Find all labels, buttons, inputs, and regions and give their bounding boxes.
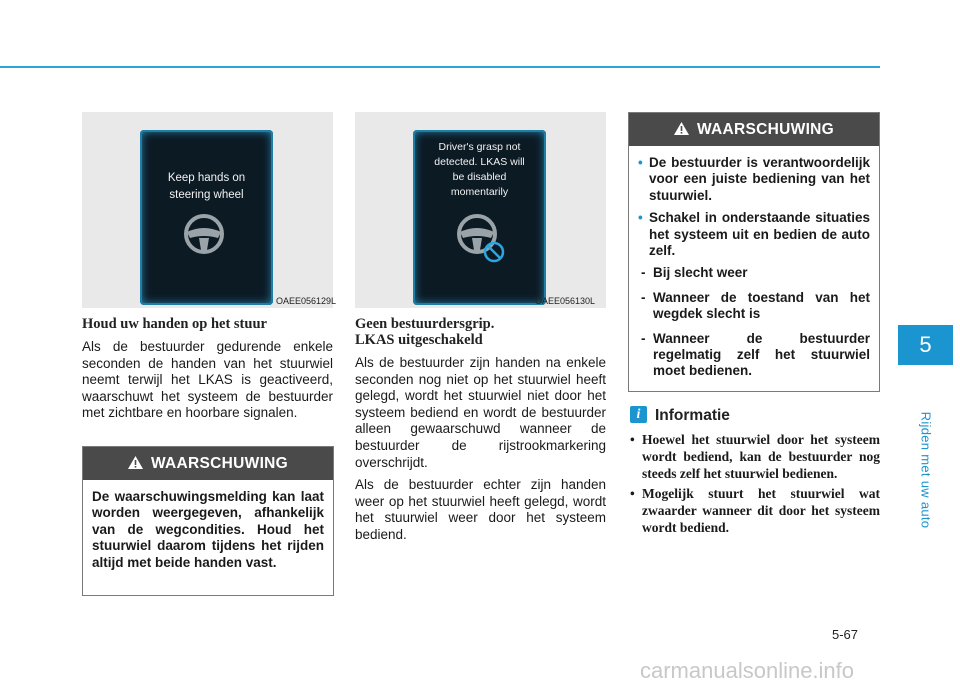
warning-title: WAARSCHUWING: [696, 121, 835, 138]
info-heading: i Informatie: [630, 407, 730, 425]
chapter-title: Rijden met uw auto: [918, 411, 934, 529]
sub-list-item: - Wanneer de bestuurder regelmatig zelf het stuurwiel moet bedienen.: [641, 330, 870, 379]
section-heading-line2: LKAS uitgeschakeld: [355, 332, 483, 348]
list-item: • Schakel in onderstaande situaties het systeem uit en bedien de auto zelf.: [638, 210, 870, 259]
warning-text: De waarschuwingsmelding kan laat worden weergegeven, afhankelijk van de wegcondities. Houd het stuurwiel daarom tijdens het rijden altijd met beide handen vast.: [92, 489, 324, 570]
prohibited-icon: [483, 241, 505, 263]
section-heading: Houd uw handen op het stuur: [82, 316, 267, 332]
bullet-dot: •: [638, 210, 643, 226]
figure-code: OAEE056129L: [276, 296, 337, 306]
footer-watermark: carmanualsonline.info: [640, 658, 855, 683]
warning-list: [629, 146, 879, 396]
display-message: Driver's grasp not detected. LKAS will be disabled momentarily: [434, 141, 525, 198]
figure-keep-hands: [82, 112, 333, 308]
sub-list-item: - Bij slecht weer: [641, 265, 748, 281]
bullet-dot: •: [638, 155, 643, 170]
section-no-grip: [355, 316, 606, 550]
page-number: 5-67: [832, 627, 859, 642]
list-item: • Hoewel het stuurwiel door het systeem wordt bediend, kan de bestuurder nog steeds zelf het stuurwiel bedienen.: [630, 432, 880, 481]
warning-box: [628, 112, 880, 392]
section-keep-hands: [82, 316, 333, 428]
cluster-display: [140, 130, 273, 305]
list-item: • Mogelijk stuurt het stuurwiel wat zwaarder wanneer dit door het systeem wordt bediend.: [630, 486, 880, 535]
display-message: Keep hands on steering wheel: [167, 172, 246, 201]
chapter-tab: 5: [898, 325, 953, 365]
warning-triangle-icon: [128, 456, 143, 469]
figure-code: OAEE056130L: [535, 296, 596, 306]
section-paragraph: Als de bestuurder echter zijn handen weer op het stuurwiel heeft gelegd, wordt het stuurwiel weer door het systeem bediend.: [355, 477, 606, 542]
section-paragraph: Als de bestuurder zijn handen na enkele seconden nog niet op het stuurwiel heeft gelegd, wordt het stuurwiel niet door het systeem bediend en wordt de bestuurder alleen gewaarschuwd wanneer de bestuurder de rijstrookmarkering overschrijdt.: [355, 355, 606, 470]
steering-wheel-icon: [182, 212, 226, 256]
info-list: [630, 432, 880, 541]
cluster-display: [413, 130, 546, 305]
warning-header: [83, 447, 333, 480]
warning-title: WAARSCHUWING: [150, 455, 289, 472]
warning-box: [82, 446, 334, 596]
figure-grasp-not-detected: [355, 112, 606, 308]
info-icon: i: [630, 406, 647, 423]
warning-triangle-icon: [674, 122, 689, 135]
list-item: • De bestuurder is verantwoordelijk voor een juiste bediening van het stuurwiel.: [638, 155, 870, 203]
section-body: Als de bestuurder gedurende enkele seconden de handen van het stuurwiel neemt terwijl het LKAS is geactiveerd, waarschuwt het systeem de bestuurder met zichtbare en hoorbare signalen.: [82, 339, 333, 421]
section-heading-line1: Geen bestuurdersgrip.: [355, 316, 495, 332]
sub-list-item: - Wanneer de toestand van het wegdek slecht is: [641, 289, 870, 322]
warning-header: [629, 113, 879, 146]
header-rule: [0, 66, 880, 68]
